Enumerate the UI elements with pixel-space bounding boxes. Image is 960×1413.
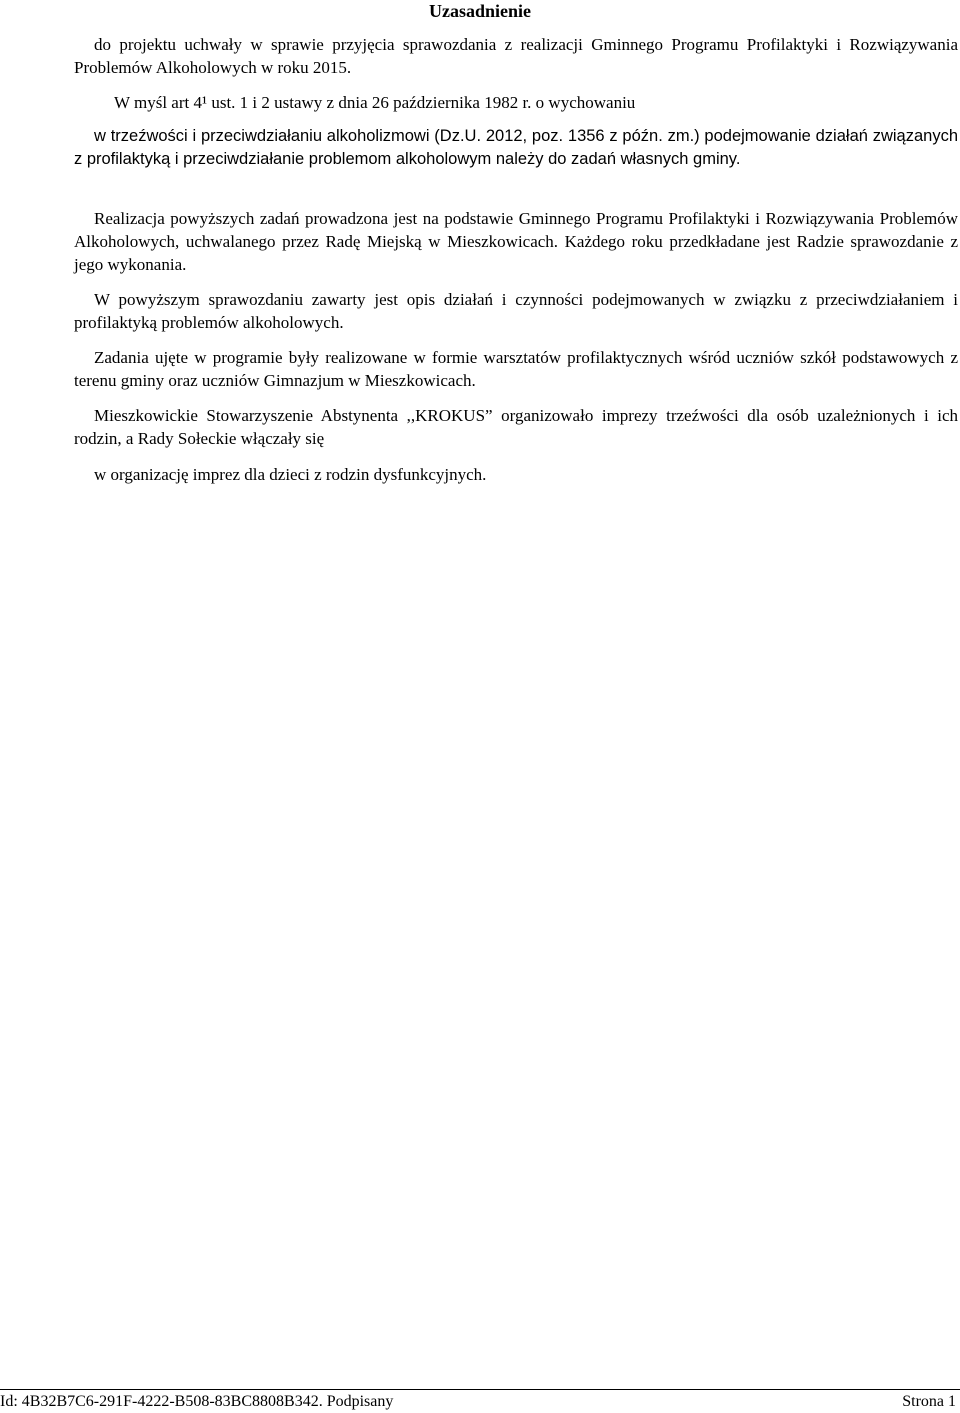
page-title: Uzasadnienie <box>428 1 531 21</box>
legal-basis-first-line: W myśl art 4¹ ust. 1 i 2 ustawy z dnia 26 października 1982 r. o wychowaniu <box>114 93 636 112</box>
intro-paragraph: do projektu uchwały w sprawie przyjęcia sprawozdania z realizacji Gminnego Programu Profilaktyki i Rozwiązywania Problemów Alkoholowych w roku 2015. <box>74 35 958 77</box>
krokus-paragraph: Mieszkowickie Stowarzyszenie Abstynenta ,,KROKUS” organizowało imprezy trzeźwości dla osób uzależnionych i ich rodzin, a Rady Sołeckie włączały się <box>74 406 958 448</box>
report-paragraph: W powyższym sprawozdaniu zawarty jest opis działań i czynności podejmowanych w związku z przeciwdziałaniem i profilaktyką problemów alkoholowych. <box>74 290 958 332</box>
program-paragraph: Realizacja powyższych zadań prowadzona jest na podstawie Gminnego Programu Profilaktyki i Rozwiązywania Problemów Alkoholowych, uchwalanego przez Radę Miejską w Mieszkowicach. Każdego roku przedkładane jest Radzie sprawozdanie z jego wykonania. <box>74 209 958 274</box>
footer-rule <box>0 1389 960 1390</box>
workshops-paragraph: Zadania ujęte w programie były realizowane w formie warsztatów profilaktycznych wśród uczniów szkół podstawowych z terenu gminy oraz uczniów Gimnazjum w Mieszkowicach. <box>74 348 958 390</box>
footer-page-number: Strona 1 <box>902 1393 956 1410</box>
footer-document-id: Id: 4B32B7C6-291F-4222-B508-83BC8808B342. Podpisany <box>0 1393 394 1410</box>
legal-basis-paragraph: w trzeźwości i przeciwdziałaniu alkoholizmowi (Dz.U. 2012, poz. 1356 z późn. zm.) podejmowanie działań związanych z profilaktyką i przeciwdziałanie problemom alkoholowym należy do zadań własnych gminy. <box>74 127 958 168</box>
events-paragraph: w organizację imprez dla dzieci z rodzin dysfunkcyjnych. <box>94 465 487 484</box>
